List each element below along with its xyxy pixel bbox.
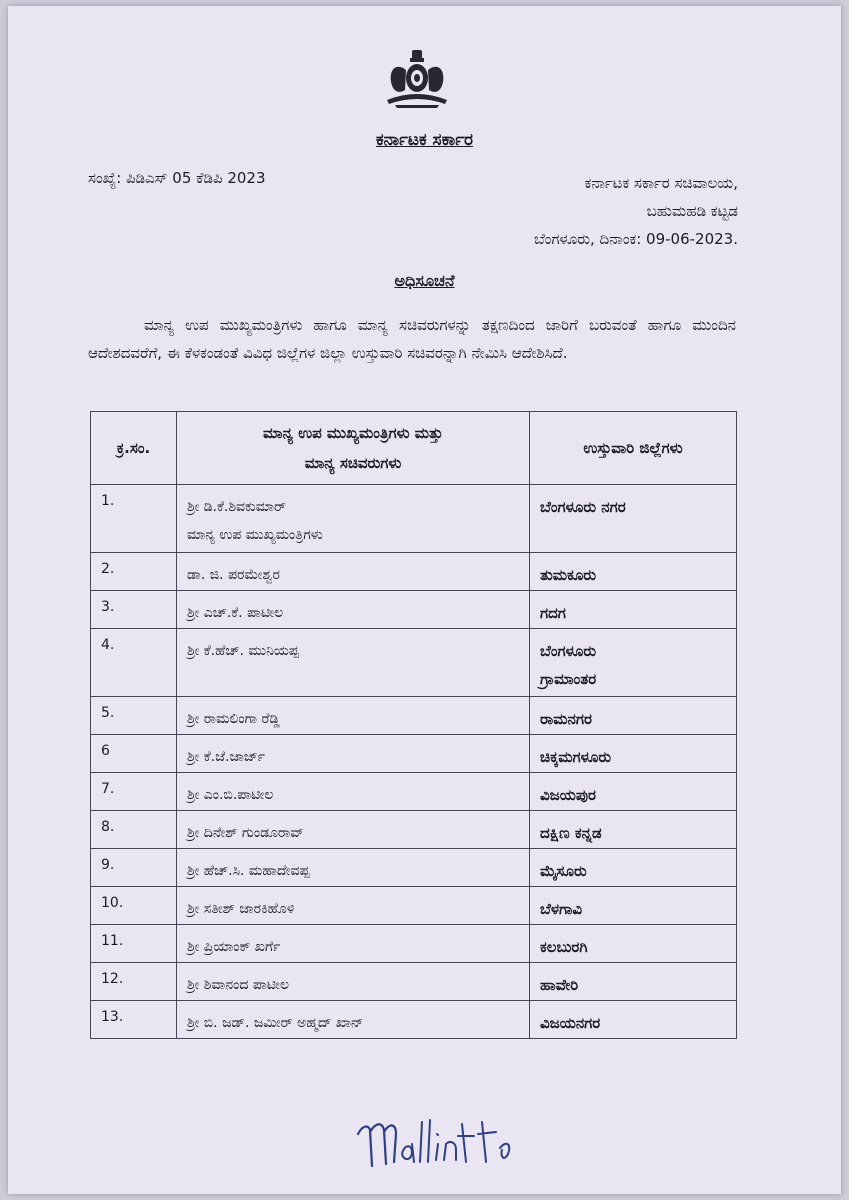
header-minister-line: ಮಾನ್ಯ ಸಚಿವರುಗಳು [304,454,402,472]
district-name: ವಿಜಯಪುರ [540,786,596,804]
minister-name: ಶ್ರೀ ಶಿವಾನಂದ ಪಾಟೀಲ [187,977,290,993]
district-name: ಮೈಸೂರು [540,862,587,880]
row-serial: 13. [91,1001,177,1039]
district-name: ತುಮಕೂರು [540,566,597,584]
table-row [91,697,737,735]
notification-body-text: ಮಾನ್ಯ ಉಪ ಮುಖ್ಯಮಂತ್ರಿಗಳು ಹಾಗೂ ಮಾನ್ಯ ಸಚಿವರುಗಳನ್ನು ತಕ್ಷಣದಿಂದ ಜಾರಿಗೆ ಬರುವಂತೆ ಹಾಗೂ ಮುಂದಿನ ಆದೇಶದವರೆಗೆ, ಈ ಕೆಳಕಂಡಂತೆ ವಿವಿಧ ಜಿಲ್ಲೆಗಳ ಜಿಲ್ಲಾ ಉಸ್ತುವಾರಿ ಸಚಿವರನ್ನಾಗಿ ನೇಮಿಸಿ ಆದೇಶಿಸಿದೆ. [88,316,736,362]
row-district [530,925,737,963]
signature [350,1104,520,1174]
minister-name: ಶ್ರೀ ಪ್ರಿಯಾಂಕ್ ಖರ್ಗೆ [187,939,281,955]
district-name: ವಿಜಯನಗರ [540,1014,601,1032]
address-line: ಕರ್ನಾಟಕ ಸರ್ಕಾರ ಸಚಿವಾಲಯ, [584,174,738,192]
row-serial: 12. [91,963,177,1001]
row-minister [177,629,530,697]
minister-designation: ಮಾನ್ಯ ಉಪ ಮುಖ್ಯಮಂತ್ರಿಗಳು [187,527,323,543]
header-serial: ಕ್ರ.ಸಂ. [91,412,177,485]
row-serial: 11. [91,925,177,963]
row-district [530,1001,737,1039]
karnataka-emblem-icon [381,48,453,110]
district-name: ಬೆಳಗಾವಿ [540,900,583,918]
row-minister [177,553,530,591]
office-address [534,169,738,253]
minister-name: ಶ್ರೀ ಹೆಚ್.ಸಿ. ಮಹಾದೇವಪ್ಪ [187,863,310,879]
minister-name: ಶ್ರೀ ಬಿ. ಜಡ್. ಜಮೀರ್ ಅಹ್ಮದ್ ಖಾನ್ [187,1015,364,1031]
minister-name: ಶ್ರೀ ರಾಮಲಿಂಗಾ ರೆಡ್ಡಿ [187,711,280,727]
row-district [530,591,737,629]
row-serial: 1. [91,485,177,553]
minister-name: ಶ್ರೀ ಡಿ.ಕೆ.ಶಿವಕುಮಾರ್ [187,499,286,515]
minister-name: ಶ್ರೀ ಎಂ.ಬಿ.ಪಾಟೀಲ [187,787,274,803]
row-minister [177,963,530,1001]
row-minister [177,925,530,963]
table-row [91,1001,737,1039]
row-serial: 5. [91,697,177,735]
district-name: ರಾಮನಗರ [540,710,592,728]
minister-name: ಶ್ರೀ ಕೆ.ಜೆ.ಜಾರ್ಜ್ [187,749,266,765]
row-minister [177,887,530,925]
table-row [91,553,737,591]
row-minister [177,849,530,887]
row-district [530,735,737,773]
row-district [530,963,737,1001]
row-district [530,553,737,591]
district-name: ದಕ್ಷಿಣ ಕನ್ನಡ [540,824,602,842]
table-header-row [91,412,737,485]
table-row [91,811,737,849]
district-in-charge-table [90,411,737,1039]
row-serial: 7. [91,773,177,811]
row-minister [177,811,530,849]
row-serial: 3. [91,591,177,629]
row-district [530,811,737,849]
row-serial: 6 [91,735,177,773]
row-minister [177,591,530,629]
district-name: ಬೆಂಗಳೂರು [540,642,597,660]
address-line: ಬಹುಮಹಡಿ ಕಟ್ಟಡ [646,202,738,220]
row-district [530,773,737,811]
row-district [530,629,737,697]
table-row [91,887,737,925]
table-row [91,485,737,553]
notification-title: ಅಧಿಸೂಚನೆ [394,271,455,290]
minister-name: ಶ್ರೀ ಎಚ್.ಕೆ. ಪಾಟೀಲ [187,605,284,621]
table-row [91,629,737,697]
district-name: ಗದಗ [540,604,566,622]
district-name: ಹಾವೇರಿ [540,976,579,994]
reference-number: ಸಂಖ್ಯೆ: ಪಿಡಿಎಸ್ 05 ಕೆಡಿಪಿ 2023 [88,169,266,187]
district-name-cont: ಗ್ರಾಮಾಂತರ [540,670,597,688]
table-row [91,773,737,811]
government-heading: ಕರ್ನಾಟಕ ಸರ್ಕಾರ [375,130,474,150]
row-minister [177,735,530,773]
minister-name: ಶ್ರೀ ಸತೀಶ್ ಜಾರಕಿಹೊಳಿ [187,901,295,917]
row-minister [177,697,530,735]
date-line: ಬೆಂಗಳೂರು, ದಿನಾಂಕ: 09-06-2023. [533,230,738,248]
table-row [91,849,737,887]
minister-name: ಡಾ. ಜಿ. ಪರಮೇಶ್ವರ [187,567,280,583]
row-serial: 9. [91,849,177,887]
row-serial: 10. [91,887,177,925]
row-minister [177,773,530,811]
row-minister [177,485,530,553]
row-district [530,697,737,735]
row-district [530,887,737,925]
minister-name: ಶ್ರೀ ಕೆ.ಹೆಚ್. ಮುನಿಯಪ್ಪ [187,643,299,659]
district-name: ಬೆಂಗಳೂರು ನಗರ [540,498,626,516]
row-serial: 2. [91,553,177,591]
minister-name: ಶ್ರೀ ದಿನೇಶ್ ಗುಂಡೂರಾವ್ [187,825,304,841]
row-district [530,849,737,887]
row-minister [177,1001,530,1039]
table-row [91,925,737,963]
notification-body [88,311,736,367]
district-name: ಕಲಬುರಗಿ [540,938,588,956]
header-minister-line: ಮಾನ್ಯ ಉಪ ಮುಖ್ಯಮಂತ್ರಿಗಳು ಮತ್ತು [263,424,443,442]
table-row [91,591,737,629]
document-page [8,6,841,1194]
row-serial: 8. [91,811,177,849]
row-district [530,485,737,553]
row-serial: 4. [91,629,177,697]
table-row [91,735,737,773]
district-name: ಚಿಕ್ಕಮಗಳೂರು [540,748,612,766]
header-district: ಉಸ್ತುವಾರಿ ಜಿಲ್ಲೆಗಳು [530,412,737,485]
table-row [91,963,737,1001]
header-minister [177,412,530,485]
